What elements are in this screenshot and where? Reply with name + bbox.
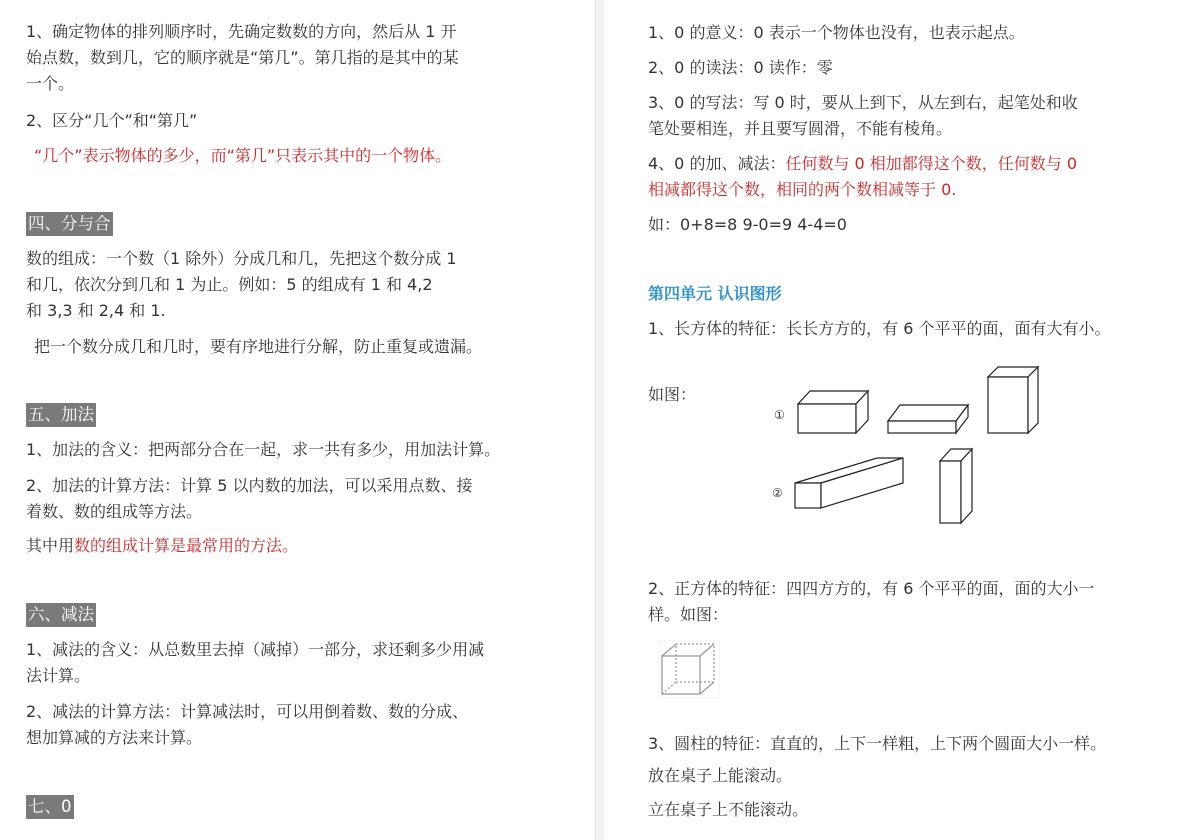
para-line: 立在桌子上不能滚动。 [648,800,809,819]
para-line: 1、减法的含义：从总数里去掉（减掉）一部分，求还剩多少用减 [26,640,485,659]
section-heading: 五、加法 [26,403,96,427]
red-text: 相减都得这个数，相同的两个数相减等于 0. [648,180,957,199]
para-line: 笔处要相连，并且要写圆滑，不能有棱角。 [648,119,953,138]
section-heading: 六、减法 [26,603,96,627]
para-line: 2、0 的读法：0 读作：零 [648,58,833,77]
red-text: 任何数与 0 相加都得这个数，任何数与 0 [785,154,1078,173]
para-line: 2、正方体的特征：四四方方的，有 6 个平平的面，面的大小一 [648,579,1095,598]
text-span: 其中用 [26,536,75,555]
para-line: 2、减法的计算方法：计算减法时，可以用倒着数、数的分成、 [26,702,469,721]
para-line [648,153,1077,175]
para-line: 样。如图： [648,605,729,624]
para-line: 想加算减的方法来计算。 [26,728,203,747]
para-line: 1、确定物体的排列顺序时，先确定数数的方向，然后从 1 开 [26,22,457,41]
unit-title: 第四单元 认识图形 [648,284,782,303]
para-line: 2、加法的计算方法：计算 5 以内数的加法，可以采用点数、接 [26,476,473,495]
para-line: 数的组成：一个数（1 除外）分成几和几，先把这个数分成 1 [26,249,457,268]
para-line: 把一个数分成几和几时，要有序地进行分解，防止重复或遗漏。 [34,337,483,356]
para-line: 和 3,3 和 2,4 和 1. [26,301,166,320]
text-span: 4、0 的加、减法： [648,154,786,173]
para-line: 1、长方体的特征：长长方方的，有 6 个平平的面，面有大有小。 [648,319,1111,338]
section-heading: 四、分与合 [26,212,113,236]
section-heading: 七、0 [26,795,74,819]
figure-number: ② [772,486,783,500]
para-line: 2、区分“几个”和“第几” [26,111,198,130]
para-line: 放在桌子上能滚动。 [648,766,793,785]
para-line: 着数、数的组成等方法。 [26,502,203,521]
para-line: 1、0 的意义：0 表示一个物体也没有，也表示起点。 [648,23,1025,42]
para-line [26,535,298,557]
para-line: 始点数，数到几，它的顺序就是“第几”。第几指的是其中的某 [26,48,459,67]
para-line: 和几，依次分到几和 1 为止。例如：5 的组成有 1 和 4,2 [26,275,433,294]
example-line: 如：0+8=8 9-0=9 4-4=0 [648,215,847,234]
para-line: 法计算。 [26,666,91,685]
page-divider [595,0,604,840]
red-text: 数的组成计算是最常用的方法。 [74,536,299,555]
red-note: “几个”表示物体的多少，而“第几”只表示其中的一个物体。 [34,146,452,165]
figure-label: 如图： [648,385,697,404]
para-line: 1、加法的含义：把两部分合在一起，求一共有多少，用加法计算。 [26,440,501,459]
cuboid-figures [788,360,1058,530]
para-line: 3、圆柱的特征：直直的，上下一样粗，上下两个圆面大小一样。 [648,734,1107,753]
figure-number: ① [774,408,785,422]
para-line: 3、0 的写法：写 0 时，要从上到下，从左到右，起笔处和收 [648,93,1078,112]
cube-figure [658,640,720,698]
para-line: 一个。 [26,74,75,93]
